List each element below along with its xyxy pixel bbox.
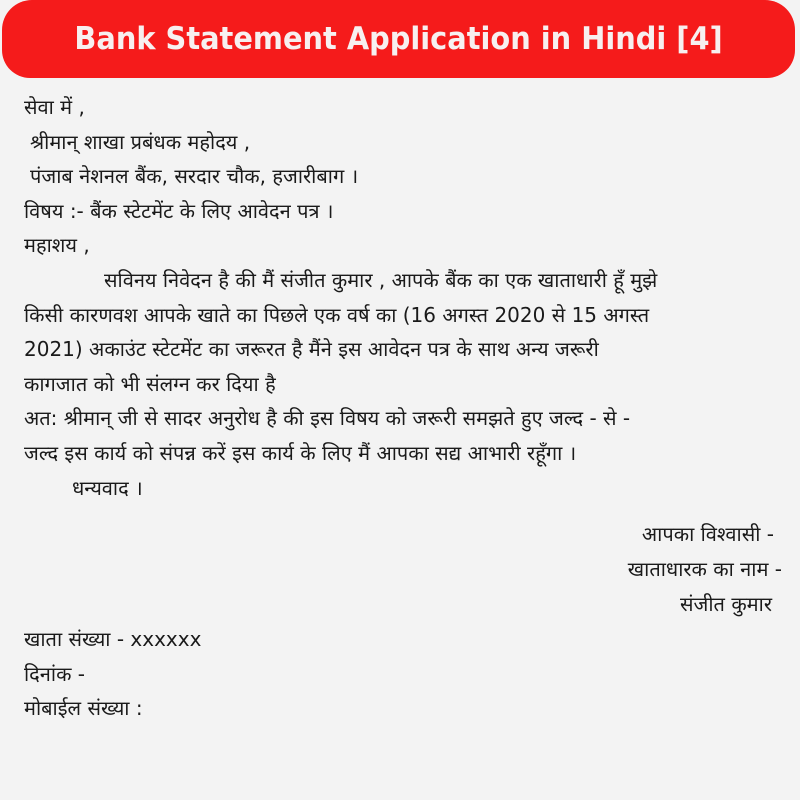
title-banner bbox=[2, 0, 795, 78]
letter-body-line: सविनय निवेदन है की मैं संजीत कुमार , आपके बैंक का एक खाताधारी हूँ मुझे bbox=[104, 267, 658, 292]
letter-footer bbox=[24, 622, 201, 726]
closing-yours: आपका विश्वासी - bbox=[641, 522, 774, 546]
mobile-number: मोबाईल संख्या : bbox=[24, 696, 143, 721]
letter-body-line: किसी कारणवश आपके खाते का पिछले एक वर्ष का (16 अगस्त 2020 से 15 अगस्त bbox=[24, 302, 650, 327]
letter-subject: विषय :- बैंक स्टेटमेंट के लिए आवेदन पत्र । bbox=[24, 198, 334, 223]
application-letter bbox=[24, 90, 784, 505]
letter-addressee: श्रीमान् शाखा प्रबंधक महोदय , bbox=[30, 129, 251, 154]
letter-request-line: अत: श्रीमान् जी से सादर अनुरोध है की इस विषय को जरूरी समझते हुए जल्द - से - bbox=[24, 406, 631, 431]
letter-to: सेवा में , bbox=[24, 95, 85, 119]
page-title: Bank Statement Application in Hindi [4] bbox=[74, 21, 723, 57]
date-field: दिनांक - bbox=[24, 661, 86, 686]
letter-address: पंजाब नेशनल बैंक, सरदार चौक, हजारीबाग । bbox=[30, 164, 359, 189]
letter-thanks: धन्यवाद । bbox=[72, 475, 143, 500]
letter-body-line: 2021) अकाउंट स्टेटमेंट का जरूरत है मैंने इस आवेदन पत्र के साथ अन्य जरूरी bbox=[24, 337, 599, 362]
account-number: खाता संख्या - xxxxxx bbox=[24, 627, 202, 651]
closing-name: संजीत कुमार bbox=[680, 592, 772, 616]
closing-holder-label: खाताधारक का नाम - bbox=[627, 557, 782, 581]
letter-request-line: जल्द इस कार्य को संपन्न करें इस कार्य के लिए मैं आपका सद्य आभारी रहूँगा । bbox=[24, 440, 577, 465]
letter-salutation: महाशय , bbox=[24, 233, 90, 258]
letter-body-line: कागजात को भी संलग्न कर दिया है bbox=[24, 371, 276, 396]
